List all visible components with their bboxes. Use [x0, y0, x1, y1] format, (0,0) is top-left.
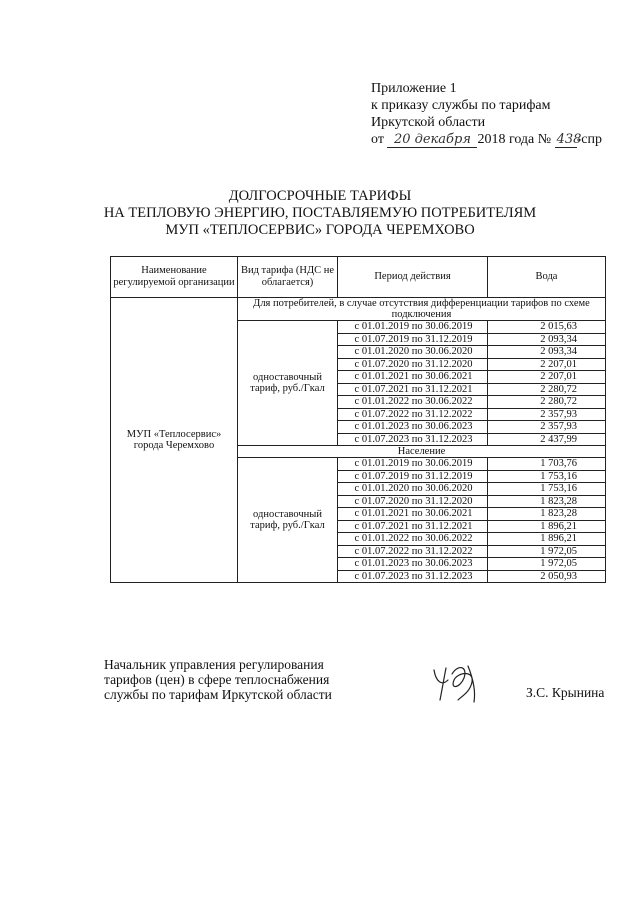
header-water: Вода: [488, 257, 606, 298]
footer-line-1: Начальник управления регулирования: [104, 657, 324, 672]
period-cell: с 01.07.2022 по 31.12.2022: [338, 545, 488, 558]
footer-line-2: тарифов (цен) в сфере теплоснабжения: [104, 672, 330, 687]
period-cell: с 01.07.2020 по 31.12.2020: [338, 358, 488, 371]
water-value-cell: 2 357,93: [488, 408, 606, 421]
tariff-type-cell: одноставочный тариф, руб./Гкал: [238, 321, 338, 446]
water-value-cell: 2 437,99: [488, 433, 606, 446]
water-value-cell: 2 050,93: [488, 570, 606, 583]
water-value-cell: 1 972,05: [488, 558, 606, 571]
handwritten-order-number: 438: [556, 132, 582, 147]
appendix-date-line: [371, 131, 602, 148]
period-cell: с 01.01.2023 по 30.06.2023: [338, 421, 488, 434]
group-label-row: [111, 298, 606, 321]
appendix-from: от: [371, 132, 384, 147]
period-cell: с 01.07.2023 по 31.12.2023: [338, 433, 488, 446]
appendix-block: [371, 80, 602, 148]
water-value-cell: 1 823,28: [488, 495, 606, 508]
period-cell: с 01.01.2019 по 30.06.2019: [338, 321, 488, 334]
title-line-1: ДОЛГОСРОЧНЫЕ ТАРИФЫ: [228, 188, 412, 204]
appendix-order-ref: к приказу службы по тарифам: [371, 98, 551, 113]
appendix-region: Иркутской области: [371, 115, 486, 130]
period-cell: с 01.01.2022 по 30.06.2022: [338, 533, 488, 546]
water-value-cell: 1 896,21: [488, 533, 606, 546]
period-cell: с 01.07.2021 по 31.12.2021: [338, 383, 488, 396]
period-cell: с 01.01.2020 по 30.06.2020: [338, 483, 488, 496]
appendix-year: 2018 года №: [477, 132, 552, 147]
period-cell: с 01.07.2019 по 31.12.2019: [338, 333, 488, 346]
water-value-cell: 2 093,34: [488, 346, 606, 359]
header-period: Период действия: [338, 257, 488, 298]
period-cell: с 01.01.2021 по 30.06.2021: [338, 371, 488, 384]
water-value-cell: 2 207,01: [488, 371, 606, 384]
document-title: [0, 188, 640, 239]
appendix-suffix: -спр: [576, 132, 602, 147]
water-value-cell: 2 280,72: [488, 396, 606, 409]
tariff-type-cell: одноставочный тариф, руб./Гкал: [238, 458, 338, 583]
footer-position: [104, 657, 332, 702]
header-org: Наименование регулируемой организации: [111, 257, 238, 298]
water-value-cell: 2 280,72: [488, 383, 606, 396]
appendix-title: Приложение 1: [371, 81, 457, 96]
water-value-cell: 2 357,93: [488, 421, 606, 434]
tariff-table-body: [111, 298, 606, 583]
period-cell: с 01.01.2021 по 30.06.2021: [338, 508, 488, 521]
period-cell: с 01.07.2021 по 31.12.2021: [338, 520, 488, 533]
period-cell: с 01.01.2019 по 30.06.2019: [338, 458, 488, 471]
period-cell: с 01.01.2020 по 30.06.2020: [338, 346, 488, 359]
tariff-table: [110, 256, 606, 583]
header-tariff-type: Вид тарифа (НДС не облагается): [238, 257, 338, 298]
group-label: Для потребителей, в случае отсутствия дифференциации тарифов по схеме подключения: [238, 298, 606, 321]
period-cell: с 01.01.2023 по 30.06.2023: [338, 558, 488, 571]
water-value-cell: 1 896,21: [488, 520, 606, 533]
water-value-cell: 1 823,28: [488, 508, 606, 521]
water-value-cell: 1 972,05: [488, 545, 606, 558]
period-cell: с 01.01.2022 по 30.06.2022: [338, 396, 488, 409]
title-line-2: НА ТЕПЛОВУЮ ЭНЕРГИЮ, ПОСТАВЛЯЕМУЮ ПОТРЕБИТЕЛЯМ: [103, 205, 537, 221]
water-value-cell: 2 207,01: [488, 358, 606, 371]
period-cell: с 01.07.2022 по 31.12.2022: [338, 408, 488, 421]
signer-name: З.С. Крынина: [526, 685, 605, 700]
period-cell: с 01.07.2019 по 31.12.2019: [338, 470, 488, 483]
water-value-cell: 2 093,34: [488, 333, 606, 346]
water-value-cell: 1 753,16: [488, 470, 606, 483]
water-value-cell: 2 015,63: [488, 321, 606, 334]
period-cell: с 01.07.2023 по 31.12.2023: [338, 570, 488, 583]
org-name-cell: МУП «Теплосервис» города Черемхово: [111, 298, 238, 583]
period-cell: с 01.07.2020 по 31.12.2020: [338, 495, 488, 508]
handwritten-date: 20 декабря: [387, 133, 477, 148]
water-value-cell: 1 753,16: [488, 483, 606, 496]
footer-line-3: службы по тарифам Иркутской области: [104, 687, 332, 702]
handwritten-signature: [428, 660, 492, 704]
group-label: Население: [238, 446, 606, 458]
water-value-cell: 1 703,76: [488, 458, 606, 471]
title-line-3: МУП «ТЕПЛОСЕРВИС» ГОРОДА ЧЕРЕМХОВО: [165, 222, 475, 238]
